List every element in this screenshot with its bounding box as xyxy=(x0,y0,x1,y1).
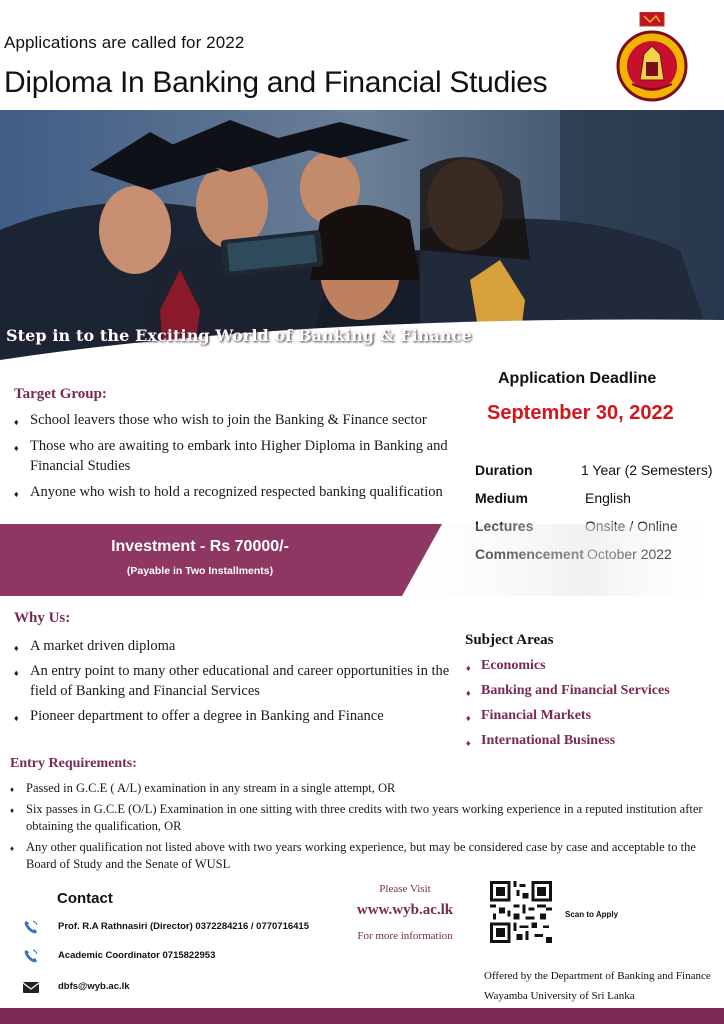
website-link[interactable]: www.wyb.ac.lk xyxy=(356,902,454,918)
list-item: ♦ Six passes in G.C.E (O/L) Examination in one sitting with three credits with two years working experience in a reputed institution after obtaining the qualification, OR xyxy=(10,801,722,835)
phone-icon xyxy=(22,947,40,965)
list-item: ♦ A market driven diploma xyxy=(14,636,454,656)
list-item: ♦ Any other qualification not listed above with two years working experience, but may be considered case by case and acceptable to the Board of Study and the Senate of WUSL xyxy=(10,839,722,873)
more-info-text: For more information xyxy=(357,930,453,942)
target-group-heading: Target Group: xyxy=(14,386,107,402)
university-logo xyxy=(614,12,690,110)
contact-director xyxy=(22,918,352,940)
entry-requirements-list xyxy=(10,780,722,877)
deadline-date: September 30, 2022 xyxy=(487,402,674,424)
detail-label: Medium xyxy=(475,490,528,506)
list-item: ♦ Anyone who wish to hold a recognized respected banking qualification xyxy=(14,482,474,502)
detail-row-duration xyxy=(475,462,720,490)
list-item: ♦ Passed in G.C.E ( A/L) examination in any stream in a single attempt, OR xyxy=(10,780,722,797)
email-text[interactable]: dbfs@wyb.ac.lk xyxy=(58,981,130,992)
contact-email xyxy=(22,978,352,1000)
please-visit-text: Please Visit xyxy=(379,883,431,895)
subject-areas-heading: Subject Areas xyxy=(465,632,554,648)
qr-code[interactable] xyxy=(490,881,552,943)
list-item: ♦ Banking and Financial Services xyxy=(466,681,721,701)
why-us-heading: Why Us: xyxy=(14,610,71,626)
list-item: ♦ International Business xyxy=(466,731,721,751)
detail-label: Duration xyxy=(475,462,533,478)
detail-row-medium xyxy=(475,490,720,518)
footer-bar xyxy=(0,1008,724,1024)
list-item: ♦ School leavers those who wish to join the Banking & Finance sector xyxy=(14,410,474,430)
investment-amount: Investment - Rs 70000/- xyxy=(111,538,289,555)
investment-banner xyxy=(0,524,724,596)
applications-subtitle: Applications are called for 2022 xyxy=(4,33,245,52)
offered-by xyxy=(484,966,722,1006)
department-line: Offered by the Department of Banking and Finance xyxy=(484,970,711,982)
subject-areas-list xyxy=(466,656,721,756)
list-item: ♦ Financial Markets xyxy=(466,706,721,726)
coordinator-contact-text: Academic Coordinator 0715822953 xyxy=(58,950,216,961)
hero-tagline: Step in to the Exciting World of Banking & Finance xyxy=(6,326,472,345)
detail-value: English xyxy=(585,490,631,506)
target-group-list xyxy=(14,410,474,508)
list-item: ♦ An entry point to many other educational and career opportunities in the field of Banking and Financial Services xyxy=(14,661,454,701)
entry-requirements-heading: Entry Requirements: xyxy=(10,756,137,771)
list-item: ♦ Pioneer department to offer a degree in Banking and Finance xyxy=(14,706,454,726)
director-contact-text: Prof. R.A Rathnasiri (Director) 0372284216 / 0770716415 xyxy=(58,921,310,932)
why-us-list xyxy=(14,636,454,731)
contact-coordinator xyxy=(22,947,352,969)
header xyxy=(0,0,724,110)
list-item: ♦ Economics xyxy=(466,656,721,676)
deadline-label: Application Deadline xyxy=(498,370,657,387)
envelope-icon xyxy=(22,978,40,996)
detail-value: 1 Year (2 Semesters) xyxy=(581,462,713,478)
scan-to-apply-label: Scan to Apply xyxy=(565,910,619,919)
university-line: Wayamba University of Sri Lanka xyxy=(484,990,635,1002)
phone-icon xyxy=(22,918,40,936)
diploma-title: Diploma In Banking and Financial Studies xyxy=(4,66,548,99)
investment-note: (Payable in Two Installments) xyxy=(126,565,274,577)
contact-heading: Contact xyxy=(57,890,113,907)
list-item: ♦ Those who are awaiting to embark into Higher Diploma in Banking and Financial Studies xyxy=(14,436,474,476)
